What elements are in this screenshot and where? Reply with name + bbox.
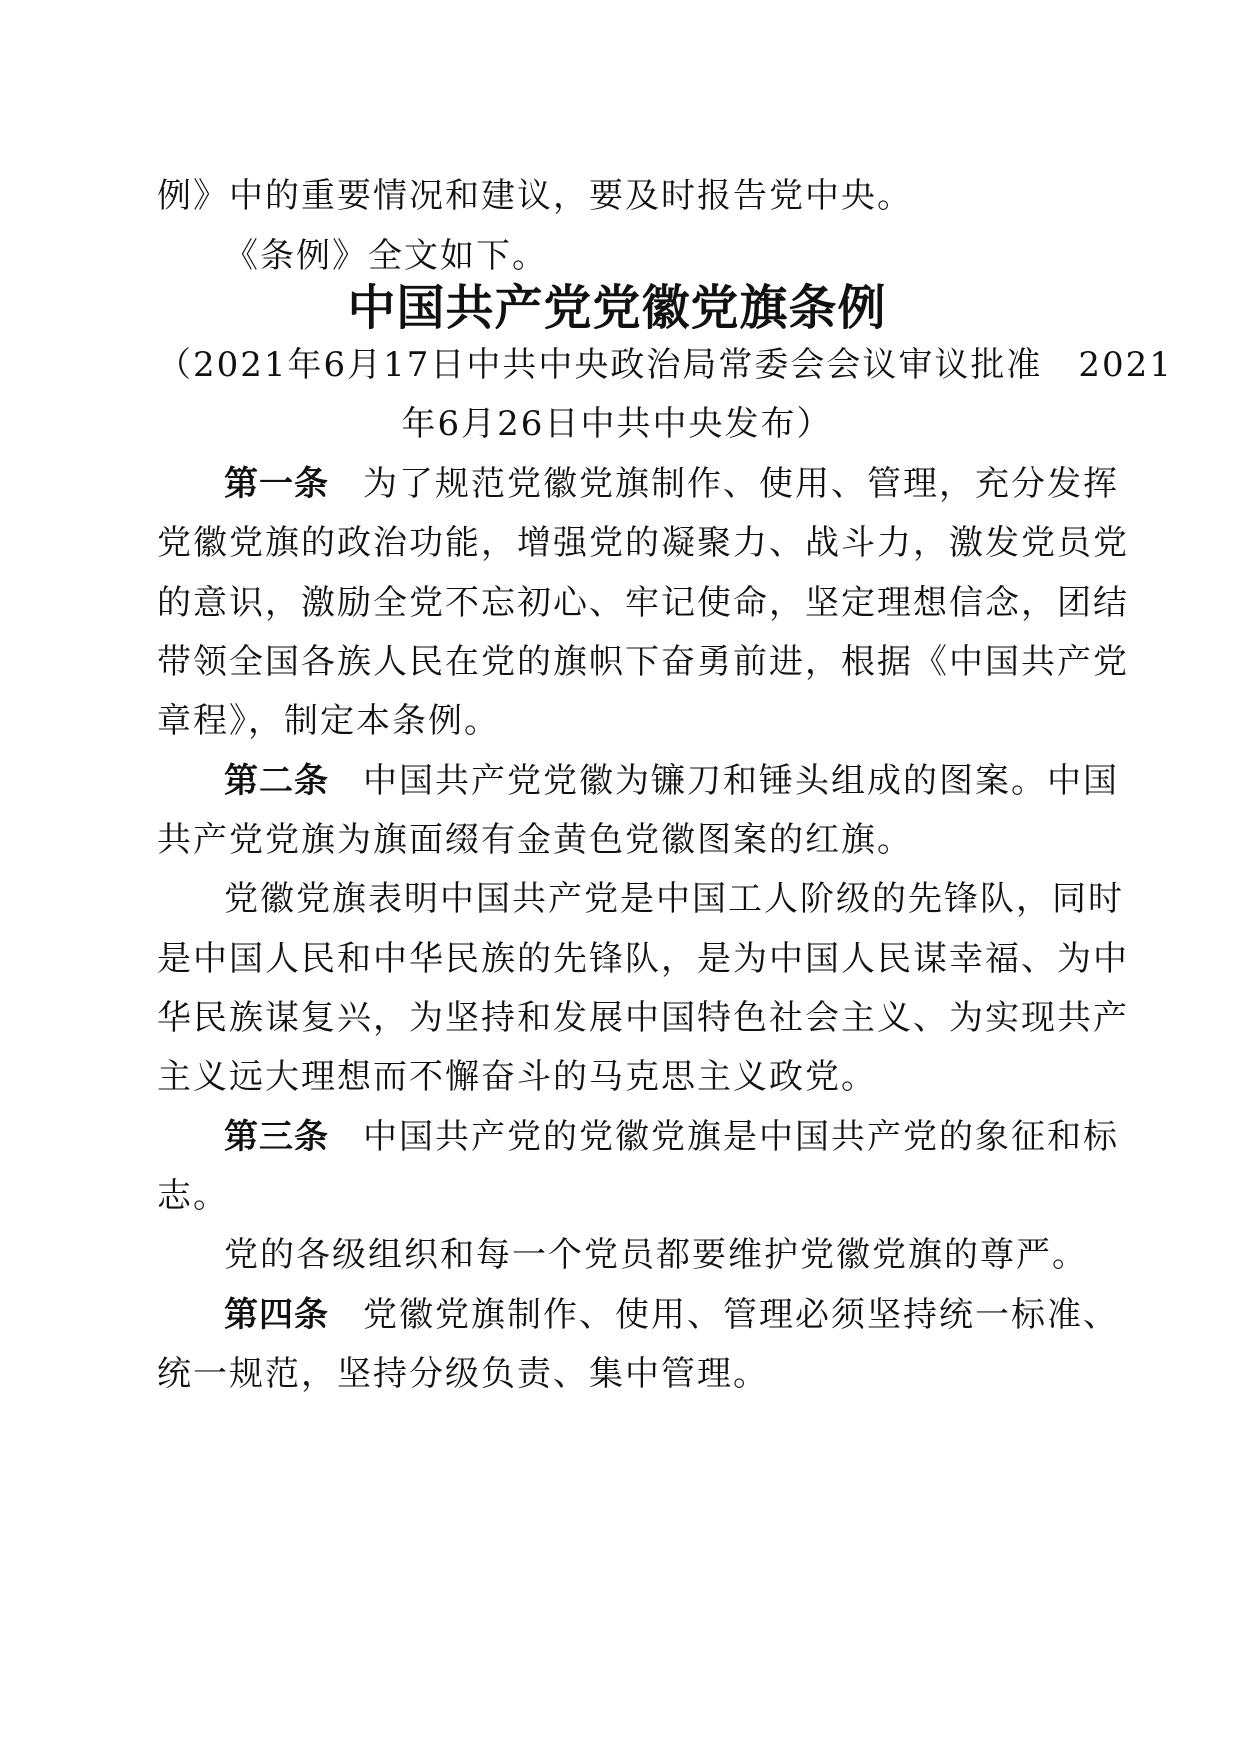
intro-line: 《条例》全文如下。 [224,236,548,276]
article-3-para2-line: 党的各级组织和每一个党员都要维护党徽党旗的尊严。 [224,1235,1088,1275]
article-1-line: 党徽党旗的政治功能，增强党的凝聚力、战斗力，激发党员党 [157,523,1129,563]
subtitle-line: 年6月26日中共中央发布） [401,404,833,444]
article-4-label: 第四条 [224,1295,329,1335]
article-1-line: 的意识，激励全党不忘初心、牢记使命，坚定理想信念，团结 [157,583,1129,623]
intro-line: 例》中的重要情况和建议，要及时报告党中央。 [157,176,913,216]
article-4-first-line [224,1295,1119,1335]
article-2-first-line [224,761,1119,801]
article-1-line: 章程》，制定本条例。 [157,701,500,741]
article-4-text: 党徽党旗制作、使用、管理必须坚持统一标准、 [363,1295,1119,1335]
article-1-label: 第一条 [224,464,329,504]
article-2-para2-line: 主义远大理想而不懈奋斗的马克思主义政党。 [157,1057,877,1097]
article-2-para2-line: 党徽党旗表明中国共产党是中国工人阶级的先锋队，同时 [224,879,1124,919]
subtitle-line: （2021年6月17日中共中央政治局常委会会议审议批准 2021 [157,345,1173,385]
article-3-first-line [224,1117,1119,1157]
document-title: 中国共产党党徽党旗条例 [347,280,887,336]
article-3-text: 中国共产党的党徽党旗是中国共产党的象征和标 [363,1117,1119,1157]
article-2-para2-line: 华民族谋复兴，为坚持和发展中国特色社会主义、为实现共产 [157,998,1129,1038]
article-2-para2-line: 是中国人民和中华民族的先锋队，是为中国人民谋幸福、为中 [157,939,1129,979]
article-1-first-line [224,464,1119,504]
article-4-line: 统一规范，坚持分级负责、集中管理。 [157,1354,769,1394]
article-2-label: 第二条 [224,761,329,801]
article-1-line: 带领全国各族人民在党的旗帜下奋勇前进，根据《中国共产党 [157,642,1129,682]
article-2-text: 中国共产党党徽为镰刀和锤头组成的图案。中国 [363,761,1119,801]
article-3-line: 志。 [157,1176,229,1216]
article-1-text: 为了规范党徽党旗制作、使用、管理，充分发挥 [363,464,1119,504]
article-2-line: 共产党党旗为旗面缀有金黄色党徽图案的红旗。 [157,820,913,860]
article-3-label: 第三条 [224,1117,329,1157]
